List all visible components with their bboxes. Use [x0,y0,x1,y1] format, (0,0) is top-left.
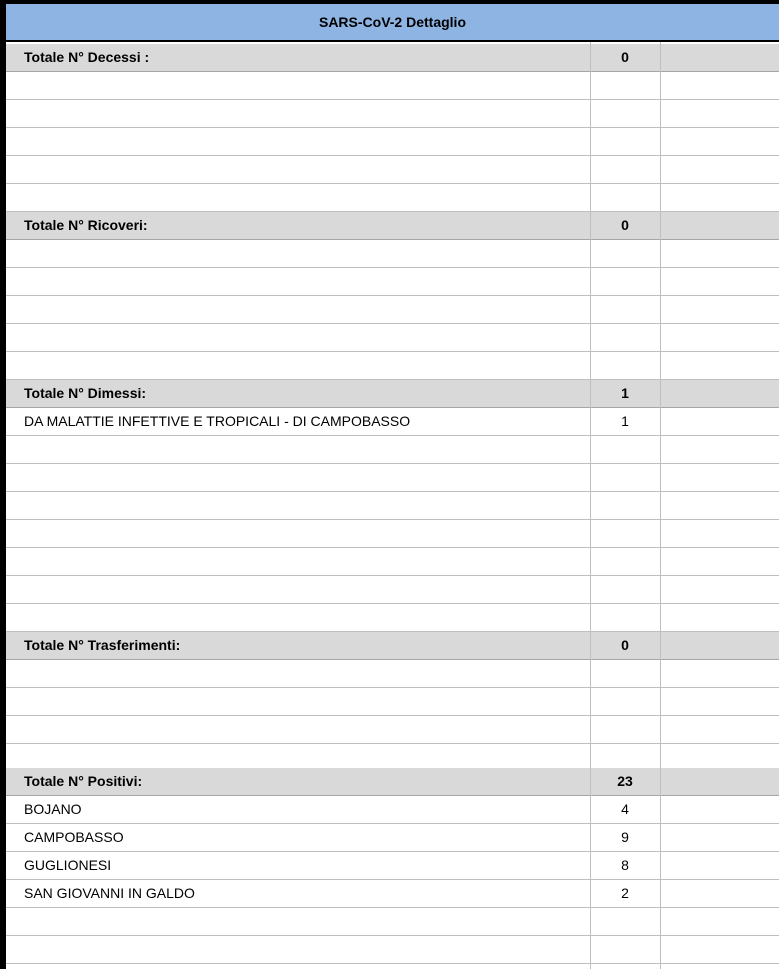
empty-row[interactable] [6,100,779,128]
empty-row[interactable] [6,520,779,548]
empty-row[interactable] [6,184,779,212]
empty-row[interactable] [6,352,779,380]
empty-row[interactable] [6,548,779,576]
row-value: 2 [621,885,629,901]
table-row[interactable] [6,852,779,880]
section-total: 0 [621,217,629,233]
table-row[interactable] [6,824,779,852]
row-value: 9 [621,829,629,845]
empty-row[interactable] [6,660,779,688]
empty-row[interactable] [6,716,779,744]
section-total: 23 [617,773,633,789]
column-divider [660,42,661,969]
row-name: GUGLIONESI [24,857,112,873]
table-row[interactable] [6,880,779,908]
empty-row[interactable] [6,240,779,268]
section-header-trasferimenti[interactable] [6,632,779,660]
row-name: BOJANO [24,801,82,817]
empty-row[interactable] [6,908,779,936]
section-header-dimessi[interactable] [6,380,779,408]
table-row[interactable] [6,408,779,436]
row-value: 1 [621,413,629,429]
row-name: DA MALATTIE INFETTIVE E TROPICALI - DI CAMPOBASSO [24,413,411,429]
sheet-left-border [0,0,6,969]
section-label: Totale N° Trasferimenti: [24,637,181,653]
empty-row[interactable] [6,576,779,604]
row-name: CAMPOBASSO [24,829,124,845]
empty-row[interactable] [6,128,779,156]
empty-row[interactable] [6,296,779,324]
empty-row[interactable] [6,464,779,492]
sheet-top-border [0,0,779,4]
empty-row[interactable] [6,436,779,464]
empty-row[interactable] [6,936,779,964]
empty-row[interactable] [6,268,779,296]
section-label: Totale N° Decessi : [24,49,150,65]
empty-row[interactable] [6,156,779,184]
empty-row[interactable] [6,72,779,100]
section-total: 1 [621,385,629,401]
empty-row[interactable] [6,492,779,520]
row-name: SAN GIOVANNI IN GALDO [24,885,195,901]
row-value: 4 [621,801,629,817]
column-divider [590,42,591,969]
section-header-positivi[interactable] [6,768,779,796]
section-label: Totale N° Dimessi: [24,385,147,401]
section-label: Totale N° Positivi: [24,773,143,789]
section-label: Totale N° Ricoveri: [24,217,148,233]
section-header-ricoveri[interactable] [6,212,779,240]
row-value: 8 [621,857,629,873]
empty-row[interactable] [6,604,779,632]
section-total: 0 [621,49,629,65]
table-row[interactable] [6,796,779,824]
empty-row[interactable] [6,324,779,352]
empty-row[interactable] [6,688,779,716]
section-total: 0 [621,637,629,653]
sheet-title: SARS-CoV-2 Dettaglio [6,4,779,42]
section-header-decessi[interactable] [6,44,779,72]
